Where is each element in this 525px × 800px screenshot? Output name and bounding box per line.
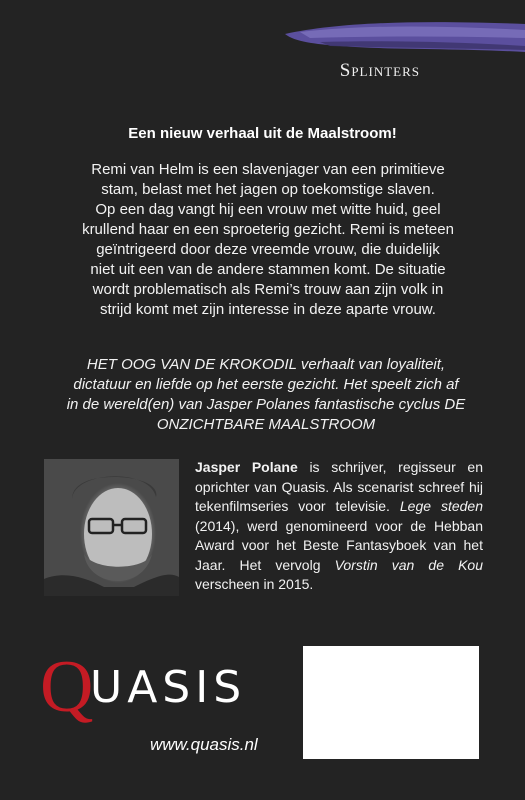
blurb-line: wordt problematisch als Remi’s trouw aan zijn volk in (92, 281, 444, 298)
blurb-line: niet uit een van de andere stammen komt. De situatie (90, 261, 446, 278)
blurb-paragraph (58, 160, 478, 320)
blurb-line: Op een dag vangt hij een vrouw met witte huid, geel (95, 201, 441, 218)
author-bio (195, 458, 483, 595)
bio-text: is schrijver, regisseur en oprichter van Quasis. Als scenarist schreef hij tekenfilmseries voor televisie. (195, 459, 484, 514)
blurb-line: krullend haar en een sproeterig gezicht. Remi is meteen (82, 221, 454, 238)
blurb-line: stam, belast met het jagen op toekomstige slaven. (101, 181, 435, 198)
barcode-area (303, 646, 479, 759)
tagline-paragraph (50, 355, 482, 435)
bio-text: verscheen in 2015. (195, 576, 314, 592)
tagline-line: ONZICHTBARE MAALSTROOM (156, 416, 376, 433)
tagline-line: HET OOG VAN DE KROKODIL verhaalt van loyaliteit, (86, 356, 446, 373)
series-label: Splinters (339, 60, 420, 81)
author-photo (44, 459, 179, 596)
logo-wordmark: UASIS (90, 662, 247, 713)
bio-text: (2014), werd genomineerd voor de Hebban Award voor het Beste Fantasyboek van het Jaar. Het vervolg (195, 517, 483, 573)
brush-stroke-decoration (280, 12, 525, 60)
quasis-logo (40, 646, 280, 754)
tagline-line: dictatuur en liefde op het eerste gezicht. Het speelt zich af (73, 376, 459, 393)
book-title: Vorstin van de Kou (334, 556, 483, 573)
blurb-line: Remi van Helm is een slavenjager van een primitieve (91, 161, 445, 178)
headline: Een nieuw verhaal uit de Maalstroom! (128, 125, 397, 142)
author-name: Jasper Polane (195, 459, 298, 475)
publisher-url: www.quasis.nl (150, 735, 258, 754)
blurb-line: strijd komt met zijn interesse in deze aparte vrouw. (100, 301, 436, 318)
blurb-line: geïntrigeerd door deze vreemde vrouw, die duidelijk (96, 241, 440, 258)
logo-letter-q: Q (40, 646, 94, 728)
book-title: Lege steden (399, 498, 483, 514)
tagline-line: in de wereld(en) van Jasper Polanes fantastische cyclus DE (66, 396, 466, 413)
